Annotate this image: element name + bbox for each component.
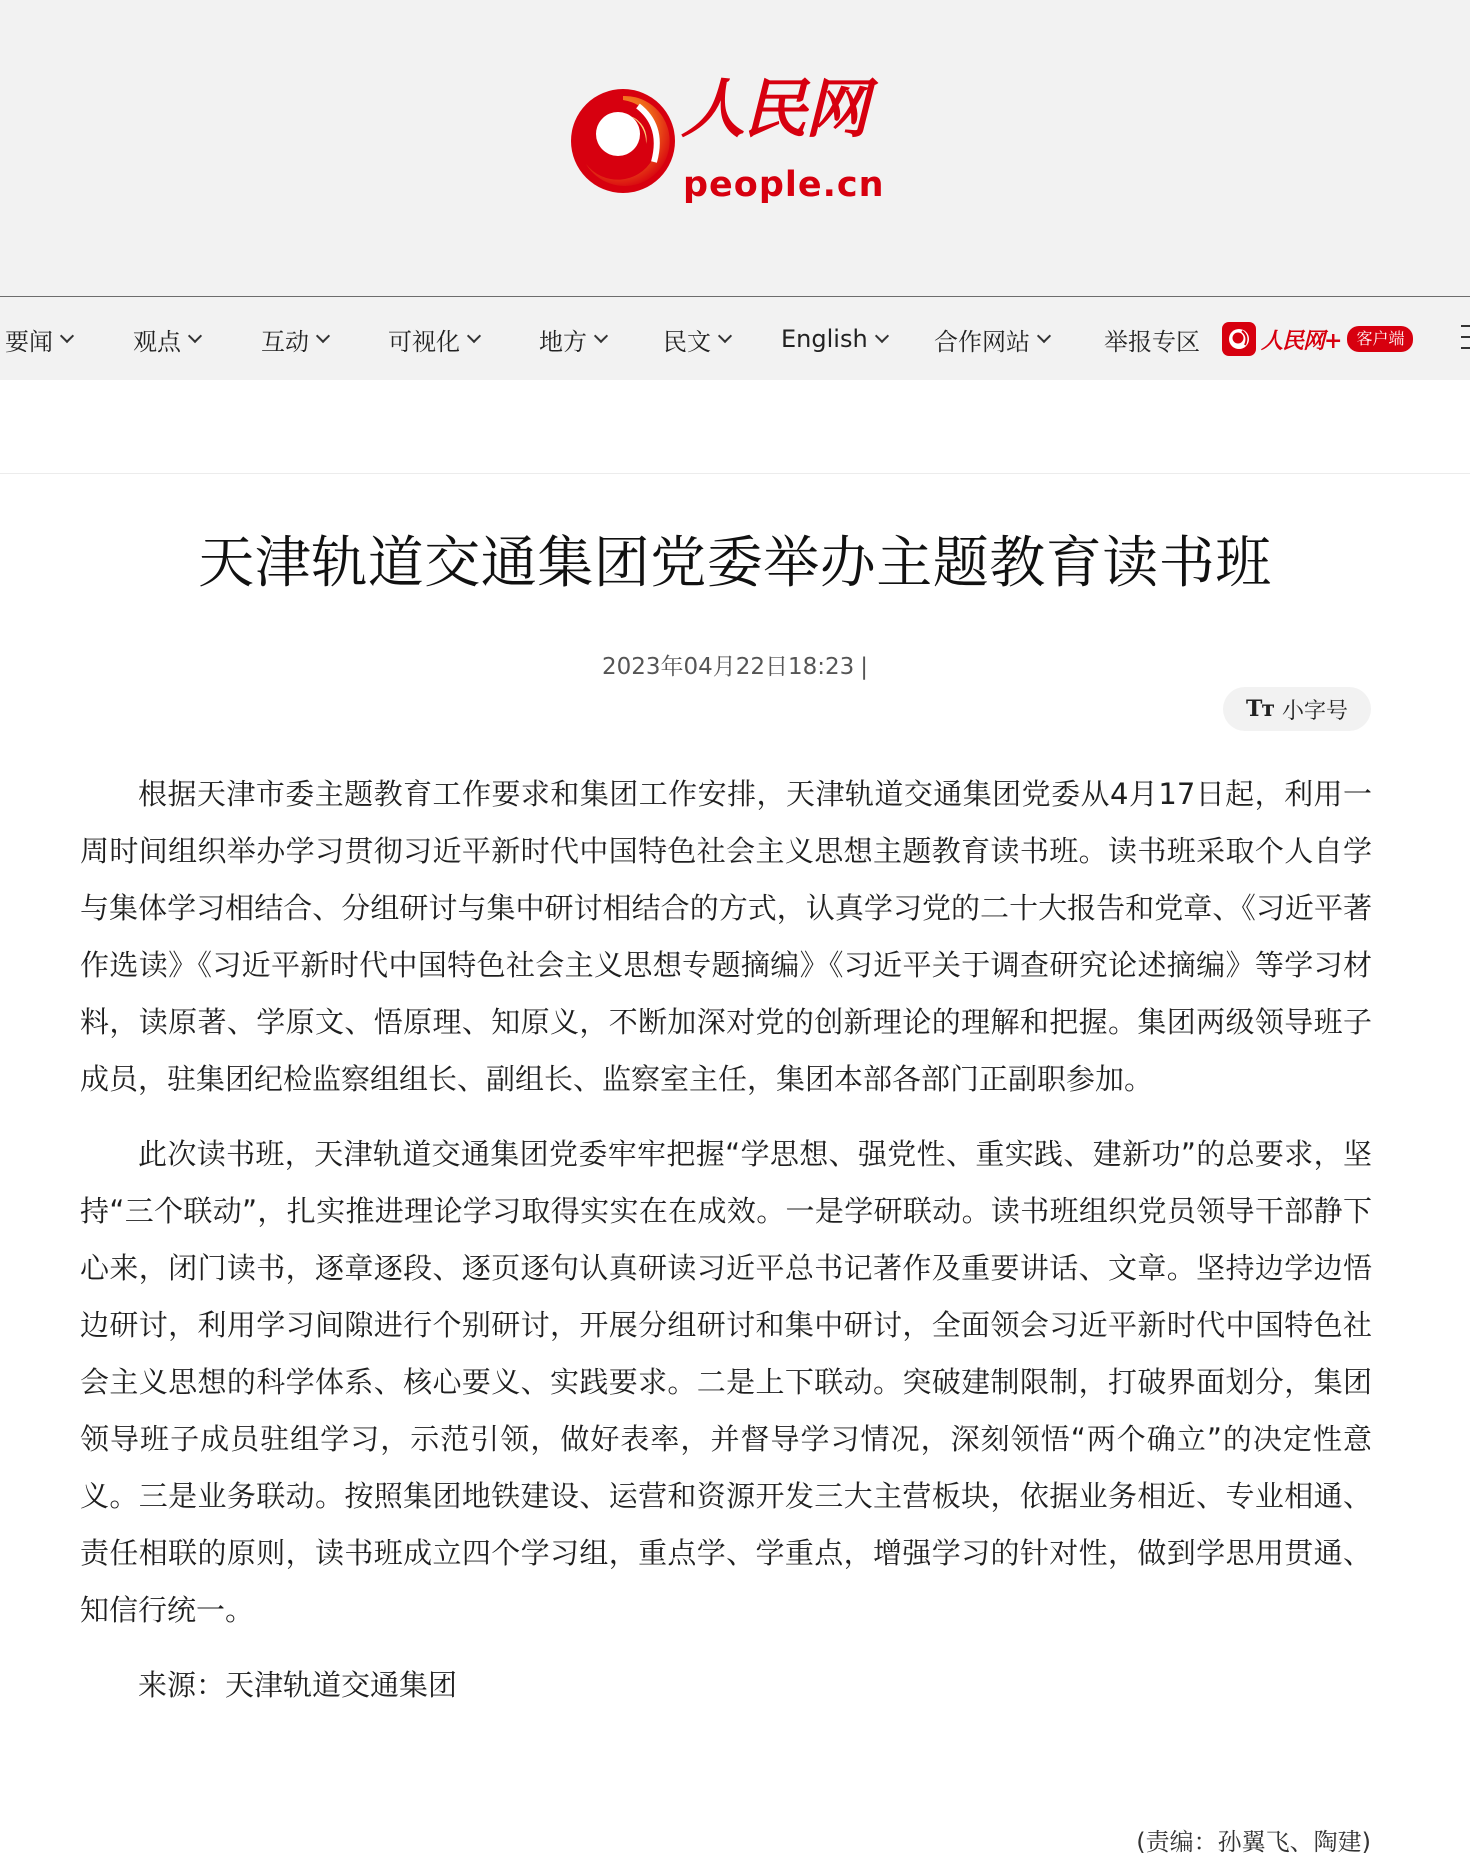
nav-item-headlines[interactable] <box>5 297 72 381</box>
font-size-icon: Tт <box>1245 696 1274 722</box>
nav-item-report-zone[interactable] <box>1104 297 1200 381</box>
app-client-pill: 客户端 <box>1347 326 1413 352</box>
article-title: 天津轨道交通集团党委举办主题教育读书班 <box>198 531 1272 596</box>
app-brand-name: 人民网+ <box>1261 327 1342 354</box>
article-meta <box>0 648 1470 681</box>
chevron-down-icon <box>188 329 202 343</box>
app-download-link[interactable] <box>1222 320 1413 358</box>
chevron-down-icon <box>60 329 74 343</box>
article-editor: (责编：孙翼飞、陶建) <box>1136 1828 1371 1856</box>
hamburger-menu-icon[interactable] <box>1461 325 1470 351</box>
logo-chinese-name: 人民网 <box>681 72 867 147</box>
chevron-down-icon <box>718 329 732 343</box>
nav-item-visualization[interactable] <box>388 297 479 381</box>
nav-item-label: 观点 <box>133 327 181 356</box>
nav-item-interaction[interactable] <box>261 297 328 381</box>
chevron-down-icon <box>316 329 330 343</box>
nav-item-label: 可视化 <box>388 327 460 356</box>
nav-item-label: 合作网站 <box>934 327 1030 356</box>
nav-item-minority-languages[interactable] <box>663 297 730 381</box>
app-logo-icon <box>1222 322 1256 356</box>
nav-item-label: 互动 <box>261 327 309 356</box>
chevron-down-icon <box>594 329 608 343</box>
logo-emblem-icon <box>568 86 678 196</box>
nav-item-partner-sites[interactable] <box>934 297 1049 381</box>
nav-item-english[interactable] <box>781 297 887 381</box>
nav-item-label: 要闻 <box>5 327 53 356</box>
article-body <box>80 766 1372 1732</box>
nav-item-label: 地方 <box>539 327 587 356</box>
section-divider <box>0 473 1470 474</box>
nav-item-label: 民文 <box>663 327 711 356</box>
nav-item-local[interactable] <box>539 297 606 381</box>
chevron-down-icon <box>875 329 889 343</box>
article-source: 来源：天津轨道交通集团 <box>138 1668 458 1702</box>
nav-item-label: English <box>781 325 868 353</box>
article-paragraph: 此次读书班，天津轨道交通集团党委牢牢把握“学思想、强党性、重实践、建新功”的总要求，坚持“三个联动”，扎实推进理论学习取得实实在在成效。一是学研联动。读书班组织党员领导干部静下心来，闭门读书，逐章逐段、逐页逐句认真研读习近平总书记著作及重要讲话、文章。坚持边学边悟边研讨，利用学习间隙进行个别研讨，开展分组研讨和集中研讨，全面领会习近平新时代中国特色社会主义思想的科学体系、核心要义、实践要求。二是上下联动。突破建制限制，打破界面划分，集团领导班子成员驻组学习，示范引领，做好表率，并督导学习情况，深刻领悟“两个确立”的决定性意义。三是业务联动。按照集团地铁建设、运营和资源开发三大主营板块，依据业务相近、专业相通、责任相联的原则，读书班成立四个学习组，重点学、学重点，增强学习的针对性，做到学思用贯通、知信行统一。 <box>80 1137 1372 1627</box>
article-paragraph: 根据天津市委主题教育工作要求和集团工作安排，天津轨道交通集团党委从4月17日起，利用一周时间组织举办学习贯彻习近平新时代中国特色社会主义思想主题教育读书班。读书班采取个人自学与集体学习相结合、分组研讨与集中研讨相结合的方式，认真学习党的二十大报告和党章、《习近平著作选读》《习近平新时代中国特色社会主义思想专题摘编》《习近平关于调查研究论述摘编》等学习材料，读原著、学原文、悟原理、知原义，不断加深对党的创新理论的理解和把握。集团两级领导班子成员，驻集团纪检监察组组长、副组长、监察室主任，集团本部各部门正副职参加。 <box>80 777 1372 1096</box>
nav-item-label: 举报专区 <box>1104 327 1200 356</box>
article-datetime: 2023年04月22日18:23 <box>601 654 855 680</box>
chevron-down-icon <box>467 329 481 343</box>
people-cn-logo[interactable] <box>568 72 898 205</box>
nav-item-opinion[interactable] <box>133 297 200 381</box>
font-size-label: 小字号 <box>1282 698 1349 724</box>
logo-domain: people.cn <box>683 165 885 205</box>
font-size-toggle-button[interactable] <box>1223 687 1371 731</box>
chevron-down-icon <box>1037 329 1051 343</box>
meta-separator: | <box>860 654 869 680</box>
main-nav <box>0 296 1470 380</box>
